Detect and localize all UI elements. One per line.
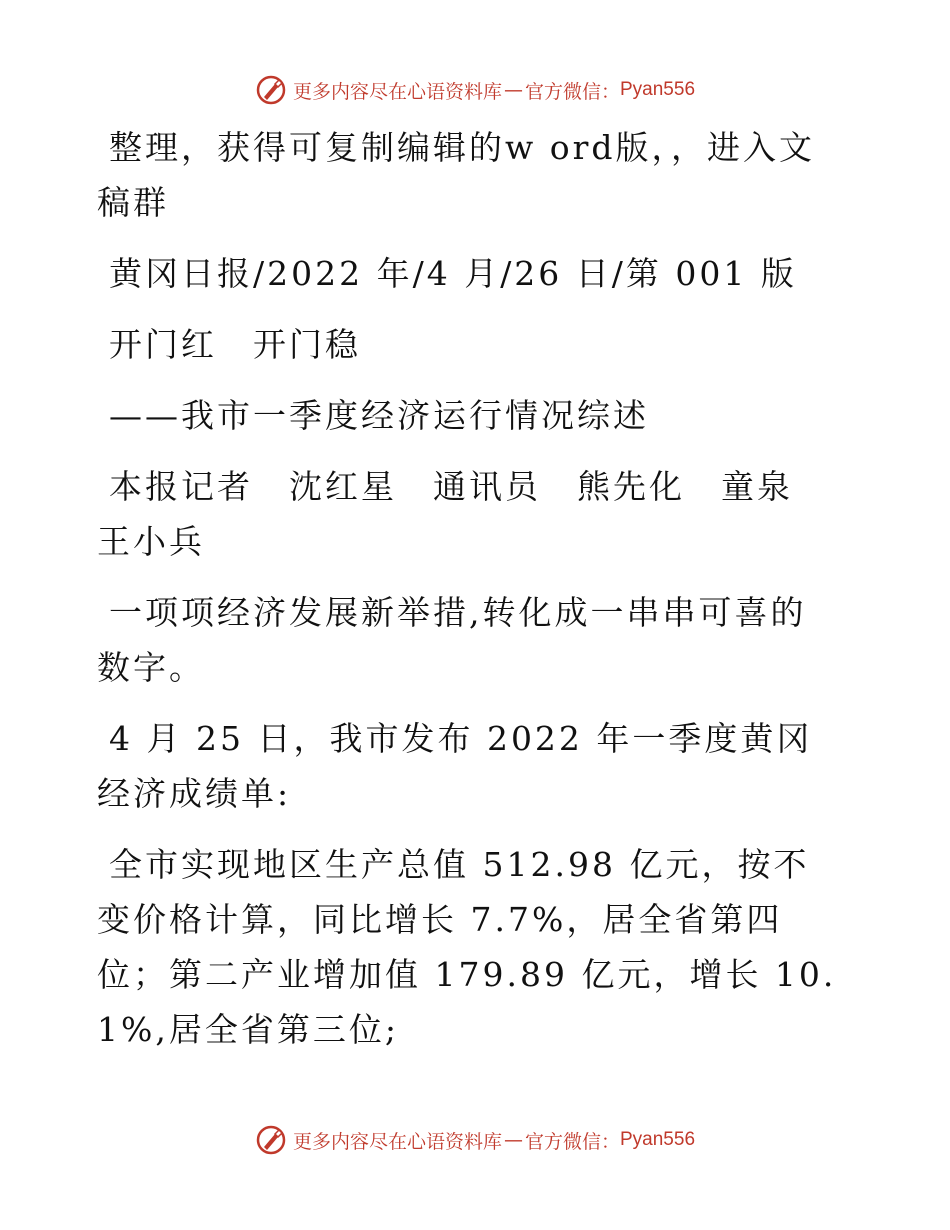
watermark-separator: — [503, 1129, 523, 1151]
pen-logo-icon [255, 74, 287, 106]
watermark-label: 官方微信： [524, 80, 620, 103]
watermark-text: 更多内容尽在心语资料库 [292, 80, 502, 103]
watermark-text: 更多内容尽在心语资料库 [292, 1130, 502, 1153]
article-subtitle: ——我市一季度经济运行情况综述 [109, 396, 649, 435]
article-title: 开门红 开门稳 [109, 325, 361, 364]
pen-logo-icon [255, 1124, 287, 1156]
header-watermark [0, 70, 950, 110]
watermark-separator: — [503, 79, 523, 101]
watermark-label: 官方微信： [524, 1130, 620, 1153]
paragraph-lead: 一项项经济发展新举措,转化成一串串可喜的数字。 [97, 593, 807, 687]
watermark-wechat-id: Pyan556 [620, 1129, 696, 1150]
paragraph-intro: 整理，获得可复制编辑的w ord版，，进入文稿群 [97, 128, 816, 222]
paragraph-source: 黄冈日报/2022 年/4 月/26 日/第 001 版 [109, 254, 797, 293]
document-body [97, 120, 837, 1073]
watermark-wechat-id: Pyan556 [620, 79, 696, 100]
paragraph-figures: 全市实现地区生产总值 512.98 亿元，按不变价格计算，同比增长 7.7%，居全省第四位；第二产业增加值 179.89 亿元，增长 10.1%,居全省第三位; [97, 845, 837, 1049]
article-byline: 本报记者 沈红星 通讯员 熊先化 童泉 王小兵 [97, 467, 829, 561]
paragraph-date: 4 月 25 日，我市发布 2022 年一季度黄冈经济成绩单: [97, 719, 813, 813]
footer-watermark [0, 1120, 950, 1160]
